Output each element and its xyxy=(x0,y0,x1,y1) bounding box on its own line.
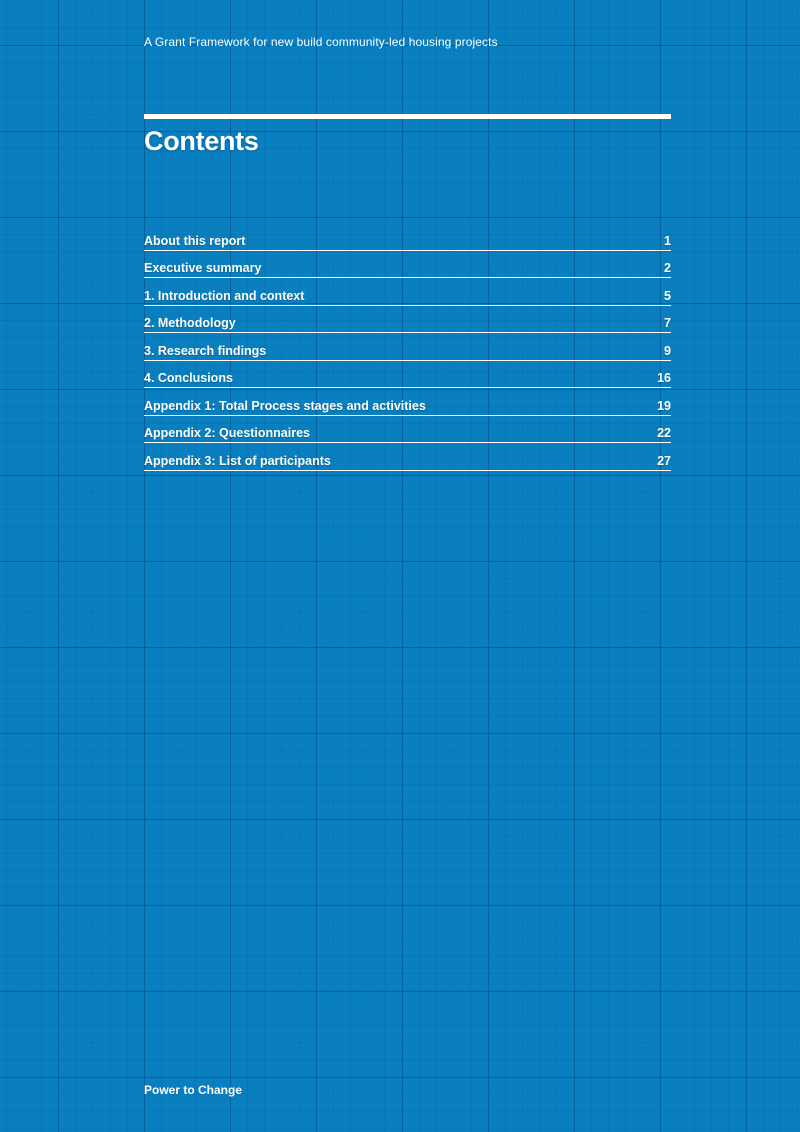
toc-entry-page: 16 xyxy=(657,371,671,385)
toc-entry-appendix-1[interactable] xyxy=(144,389,671,416)
toc-entry-executive-summary[interactable] xyxy=(144,252,671,279)
running-header: A Grant Framework for new build community-led housing projects xyxy=(144,35,498,49)
toc-entry-label: 2. Methodology xyxy=(144,316,236,330)
toc-entry-conclusions[interactable] xyxy=(144,362,671,389)
toc-entry-label: 4. Conclusions xyxy=(144,371,233,385)
footer-organisation: Power to Change xyxy=(144,1083,243,1097)
toc-entry-about-this-report[interactable] xyxy=(144,224,671,251)
toc-entry-page: 22 xyxy=(657,426,671,440)
toc-entry-label: 1. Introduction and context xyxy=(144,288,305,303)
toc-entry-page: 7 xyxy=(664,316,671,330)
toc-entry-page: 2 xyxy=(664,261,671,275)
toc-entry-page: 19 xyxy=(657,398,671,413)
table-of-contents xyxy=(144,224,671,472)
toc-entry-label: About this report xyxy=(144,233,246,248)
toc-entry-label: Appendix 2: Questionnaires xyxy=(144,426,311,440)
title-divider xyxy=(144,114,671,119)
toc-entry-page: 27 xyxy=(657,453,671,468)
page-title: Contents xyxy=(144,126,259,156)
toc-entry-label: Executive summary xyxy=(144,261,262,275)
toc-entry-page: 1 xyxy=(664,233,671,248)
toc-entry-appendix-3[interactable] xyxy=(144,444,671,471)
toc-entry-appendix-2[interactable] xyxy=(144,417,671,444)
toc-entry-methodology[interactable] xyxy=(144,307,671,334)
toc-entry-label: Appendix 3: List of participants xyxy=(144,453,331,468)
toc-entry-research-findings[interactable] xyxy=(144,334,671,361)
toc-entry-label: 3. Research findings xyxy=(144,343,267,358)
toc-entry-page: 5 xyxy=(664,288,671,303)
toc-entry-page: 9 xyxy=(664,343,671,358)
toc-entry-label: Appendix 1: Total Process stages and activities xyxy=(144,398,426,413)
toc-entry-introduction[interactable] xyxy=(144,279,671,306)
